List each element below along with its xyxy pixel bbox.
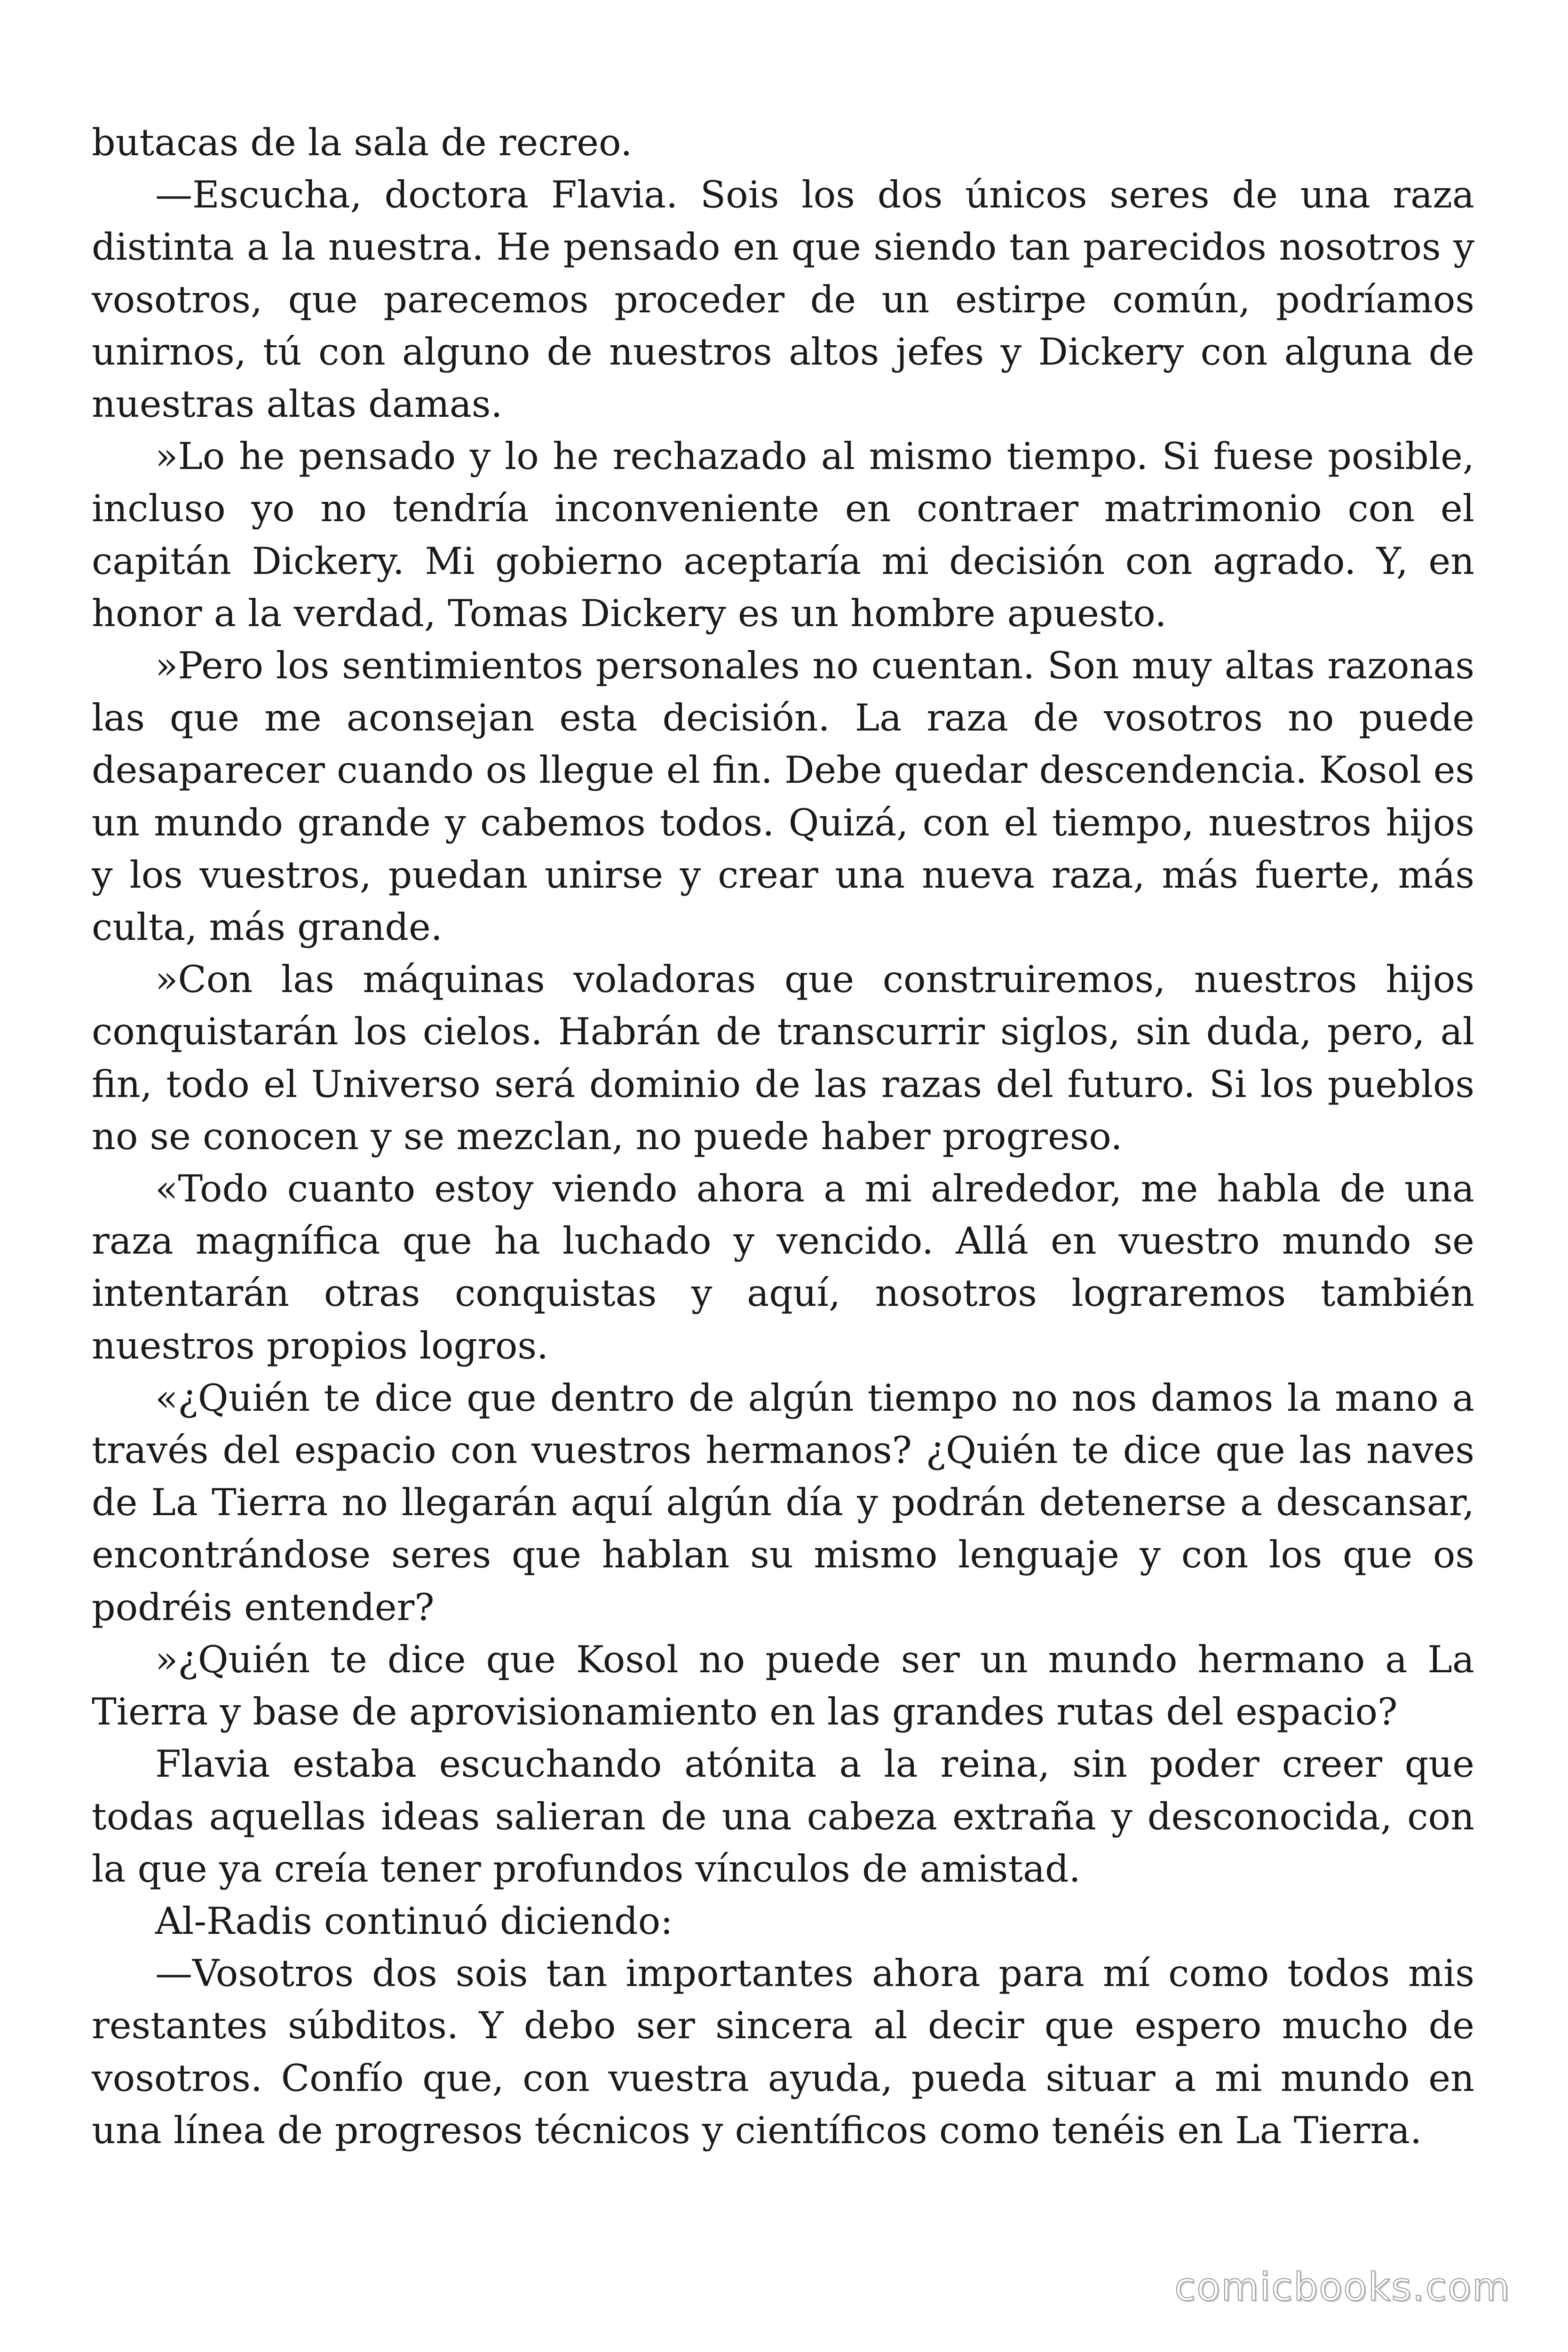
paragraph: —Vosotros dos sois tan importantes ahora para mí como todos mis restantes súbditos. Y debo ser sincera al decir que espero mucho de vosotros. Confío que, con vuestra ayuda, pueda situar a mi mundo en una línea de progresos técnicos y científicos como tenéis en La Tierra. [92,1952,1474,2152]
paragraph: «¿Quién te dice que dentro de algún tiempo no nos damos la mano a través del espacio con vuestros hermanos? ¿Quién te dice que las naves de La Tierra no llegarán aquí algún día y podrán detenerse a descansar, encontrándose seres que hablan su mismo lenguaje y con los que os podréis entender? [92,1376,1474,1629]
paragraph: »Pero los sentimientos personales no cuentan. Son muy altas razonas las que me aconsejan esta decisión. La raza de vosotros no puede desaparecer cuando os llegue el fin. Debe quedar descendencia. Kosol es un mundo grande y cabemos todos. Quizá, con el tiempo, nuestros hijos y los vuestros, puedan unirse y crear una nueva raza, más fuerte, más culta, más grande. [92,644,1474,949]
paragraph: »Con las máquinas voladoras que construiremos, nuestros hijos conquistarán los cielos. Habrán de transcurrir siglos, sin duda, pero, al fin, todo el Universo será dominio de las razas del futuro. Si los pueblos no se conocen y se mezclan, no puede haber progreso. [92,958,1474,1158]
paragraph: »¿Quién te dice que Kosol no puede ser un mundo hermano a La Tierra y base de aprovisionamiento en las grandes rutas del espacio? [92,1637,1474,1734]
paragraph-continuation: butacas de la sala de recreo. [92,121,633,164]
paragraph: Flavia estaba escuchando atónita a la reina, sin poder creer que todas aquellas ideas salieran de una cabeza extraña y desconocida, con la que ya creía tener profundos vínculos de amistad. [92,1742,1474,1891]
paragraph: «Todo cuanto estoy viendo ahora a mi alrededor, me habla de una raza magnífica que ha luchado y vencido. Allá en vuestro mundo se intentarán otras conquistas y aquí, nosotros lograremos también nuestros propios logros. [92,1167,1474,1367]
page-text-body [92,117,1474,2157]
paragraph: —Escucha, doctora Flavia. Sois los dos únicos seres de una raza distinta a la nuestra. He pensado en que siendo tan parecidos nosotros y vosotros, que parecemos proceder de un estirpe común, podríamos unirnos, tú con alguno de nuestros altos jefes y Dickery con alguna de nuestras altas damas. [92,173,1474,426]
watermark: comicbooks.com [1174,2265,1511,2310]
paragraph: »Lo he pensado y lo he rechazado al mismo tiempo. Si fuese posible, incluso yo no tendría inconveniente en contraer matrimonio con el capitán Dickery. Mi gobierno aceptaría mi decisión con agrado. Y, en honor a la verdad, Tomas Dickery es un hombre apuesto. [92,435,1474,635]
paragraph: Al-Radis continuó diciendo: [155,1899,673,1943]
